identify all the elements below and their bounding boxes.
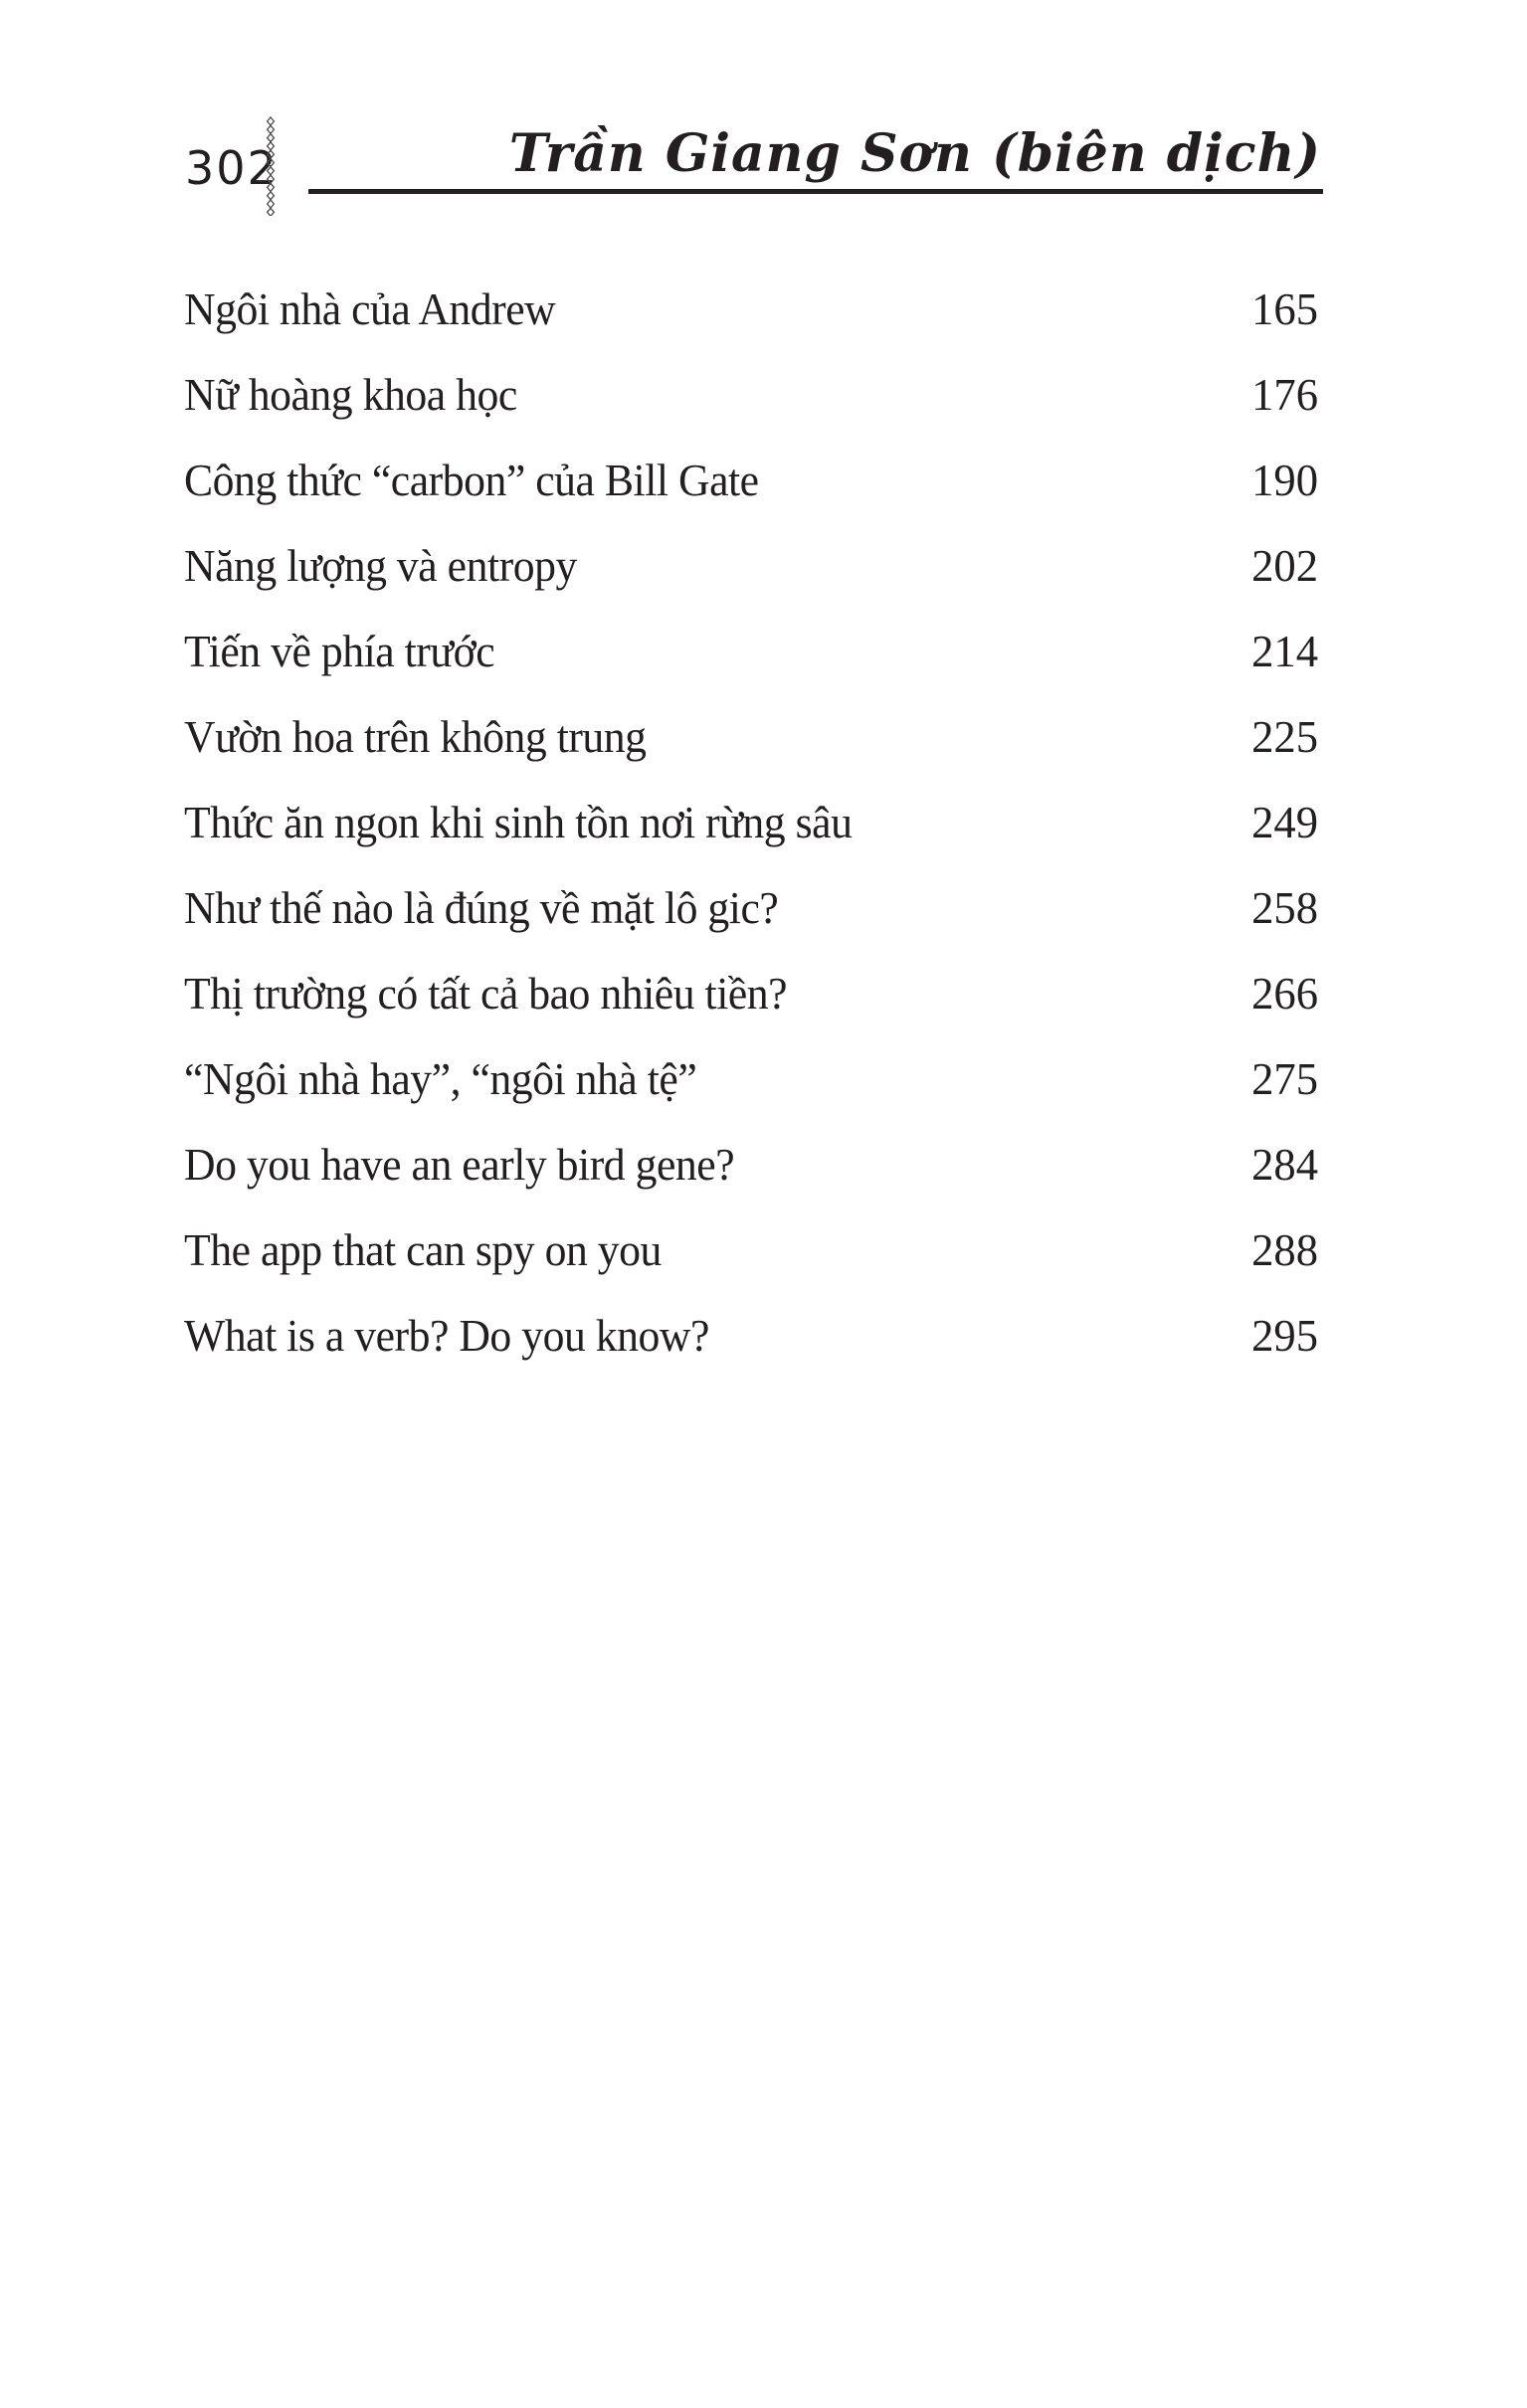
toc-entry-page: 275	[1251, 1053, 1318, 1104]
toc-entry-title: Nữ hoàng khoa học	[184, 369, 517, 420]
toc-entry	[184, 780, 1318, 865]
toc-entry-title: Ngôi nhà của Andrew	[184, 283, 556, 334]
header-rule	[308, 189, 1323, 194]
toc-entry-title: What is a verb? Do you know?	[184, 1310, 709, 1361]
toc-entry-page: 202	[1251, 540, 1318, 591]
toc-entry	[184, 951, 1318, 1036]
page-number: 302	[185, 141, 279, 195]
toc-entry-page: 258	[1251, 882, 1318, 933]
toc-entry	[184, 1122, 1318, 1207]
toc-entry	[184, 1207, 1318, 1293]
toc-entry	[184, 1293, 1318, 1379]
toc-entry-title: Công thức “carbon” của Bill Gate	[184, 455, 759, 505]
header-translator-title: Trần Giang Sơn (biên dịch)	[508, 123, 1321, 184]
toc-entry-title: Thị trường có tất cả bao nhiêu tiền?	[184, 968, 788, 1019]
toc-entry-title: Do you have an early bird gene?	[184, 1139, 735, 1190]
toc-entry	[184, 352, 1318, 438]
toc-entry	[184, 267, 1318, 352]
table-of-contents	[184, 267, 1318, 1379]
toc-entry-title: Như thế nào là đúng về mặt lô gic?	[184, 882, 779, 933]
toc-entry-title: Vườn hoa trên không trung	[184, 711, 647, 762]
toc-entry	[184, 609, 1318, 694]
toc-entry-page: 295	[1251, 1310, 1318, 1361]
toc-entry-page: 214	[1251, 626, 1318, 676]
toc-entry-page: 176	[1251, 369, 1318, 420]
toc-entry-title: The app that can spy on you	[184, 1224, 662, 1275]
toc-entry	[184, 523, 1318, 609]
toc-entry-title: Tiến về phía trước	[184, 626, 495, 676]
toc-entry	[184, 694, 1318, 780]
diamond-chain-divider-icon	[265, 116, 277, 221]
toc-entry-page: 284	[1251, 1139, 1318, 1190]
toc-entry-page: 190	[1251, 455, 1318, 505]
toc-entry-title: Năng lượng và entropy	[184, 540, 577, 591]
toc-entry-page: 165	[1251, 283, 1318, 334]
toc-entry-title: “Ngôi nhà hay”, “ngôi nhà tệ”	[184, 1053, 697, 1104]
toc-entry-page: 266	[1251, 968, 1318, 1019]
toc-entry-page: 288	[1251, 1224, 1318, 1275]
toc-entry-page: 249	[1251, 797, 1318, 847]
toc-entry	[184, 438, 1318, 523]
toc-entry-page: 225	[1251, 711, 1318, 762]
toc-entry	[184, 1036, 1318, 1122]
toc-entry	[184, 865, 1318, 951]
toc-entry-title: Thức ăn ngon khi sinh tồn nơi rừng sâu	[184, 797, 853, 847]
